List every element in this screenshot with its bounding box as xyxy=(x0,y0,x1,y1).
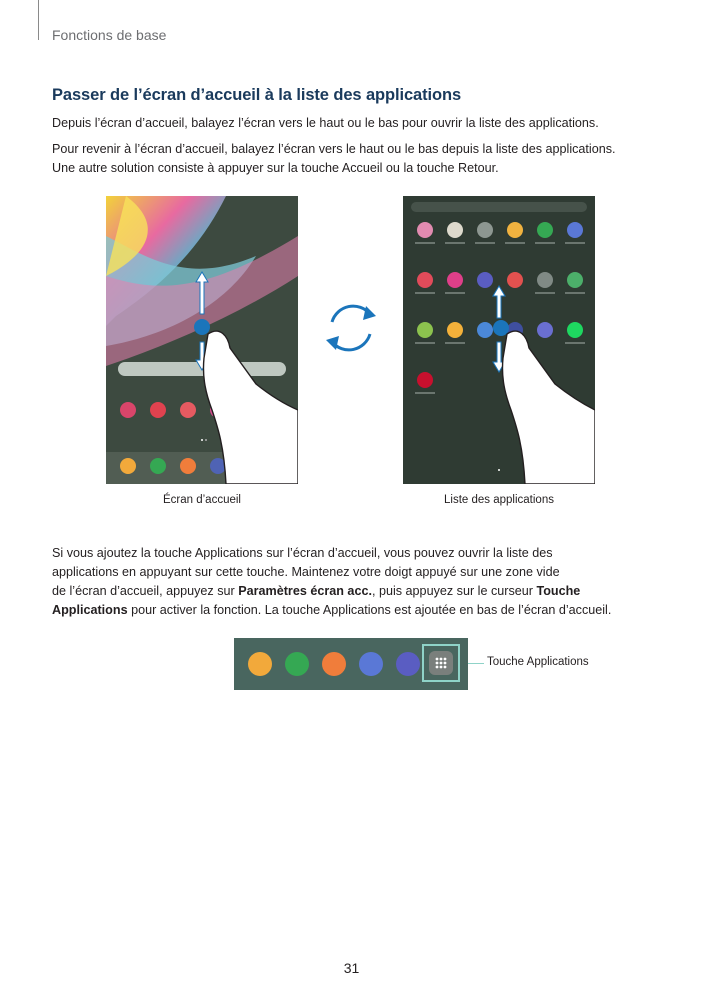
dock-internet-icon xyxy=(396,652,420,676)
dock-contacts-icon xyxy=(322,652,346,676)
section-header: Fonctions de base xyxy=(52,27,167,43)
settings-term: Paramètres écran acc. xyxy=(238,584,372,598)
dock-folder-icon xyxy=(248,652,272,676)
apps-button-callout: Touche Applications xyxy=(487,656,589,668)
paragraph-apps-button-line4 xyxy=(52,601,672,620)
paragraph-apps-button-line2: applications en appuyant sur cette touche. Maintenez votre doigt appuyé sur une zone vide xyxy=(52,565,560,579)
callout-line xyxy=(468,663,484,664)
apps-list-screen xyxy=(403,196,595,484)
sync-arrows-icon xyxy=(318,296,384,360)
paragraph-swipe: Depuis l’écran d’accueil, balayez l’écran vers le haut ou le bas pour ouvrir la liste des applications. xyxy=(52,116,599,130)
line3-pre: de l’écran d’accueil, appuyez sur xyxy=(52,584,239,598)
home-screen-tablet xyxy=(106,196,298,484)
header-rule xyxy=(38,0,39,40)
page-number: 31 xyxy=(343,960,360,976)
dock-bar xyxy=(234,638,468,690)
home-screen-caption: Écran d’accueil xyxy=(163,494,241,506)
paragraph-return-line2: Une autre solution consiste à appuyer sur la touche Accueil ou la touche Retour. xyxy=(52,161,499,175)
apps-list-caption: Liste des applications xyxy=(444,494,554,506)
paragraph-apps-button xyxy=(52,544,672,620)
toggle-term-part1: Touche xyxy=(536,584,581,598)
dock-messages-icon xyxy=(359,652,383,676)
apps-button-icon[interactable] xyxy=(429,651,453,675)
grid-icon xyxy=(429,651,453,675)
dock-phone-icon xyxy=(285,652,309,676)
section-heading: Passer de l’écran d’accueil à la liste des applications xyxy=(52,86,462,104)
apps-list-tablet xyxy=(403,196,595,484)
paragraph-return-line1: Pour revenir à l’écran d’accueil, balayez l’écran vers le haut ou le bas depuis la liste des applications. xyxy=(52,142,616,156)
line4-post: pour activer la fonction. La touche Applications est ajoutée en bas de l’écran d’accueil. xyxy=(127,603,612,617)
paragraph-apps-button-line3 xyxy=(52,582,672,601)
paragraph-apps-button-line1: Si vous ajoutez la touche Applications sur l’écran d’accueil, vous pouvez ouvrir la liste des xyxy=(52,546,553,560)
toggle-term-part2: Applications xyxy=(52,603,128,617)
line3-mid: , puis appuyez sur le curseur xyxy=(371,584,537,598)
home-screen-wallpaper xyxy=(106,196,298,484)
paragraph-return xyxy=(52,140,662,178)
